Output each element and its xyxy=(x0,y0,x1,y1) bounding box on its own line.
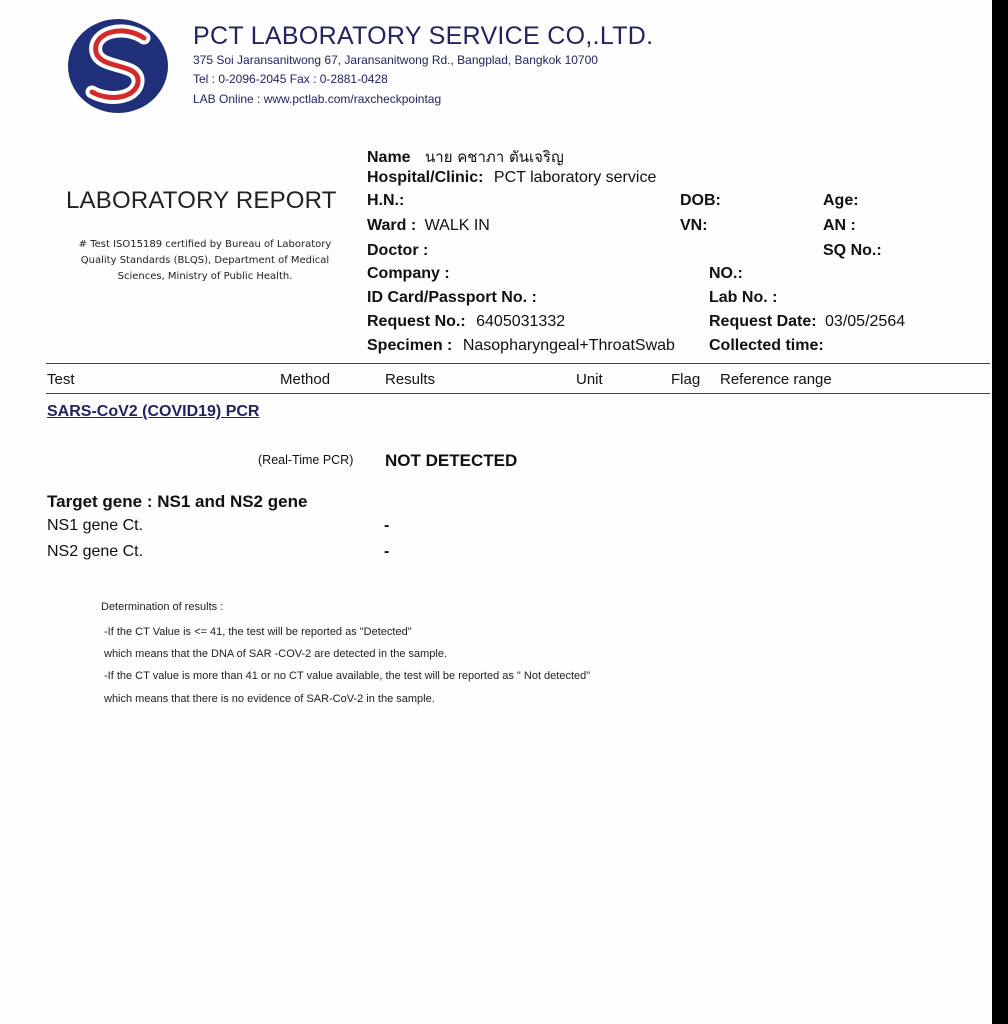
col-header-flag: Flag xyxy=(671,371,701,388)
company-label: Company : xyxy=(367,265,450,282)
dob-label: DOB: xyxy=(680,192,721,209)
report-title: LABORATORY REPORT xyxy=(66,187,337,214)
request-date-value: 03/05/2564 xyxy=(825,313,906,330)
company-tel-fax: Tel : 0-2096-2045 Fax : 0-2881-0428 xyxy=(193,72,388,86)
request-date-row xyxy=(709,313,905,331)
ward-label: Ward : xyxy=(367,217,417,234)
request-no-label: Request No.: xyxy=(367,313,466,330)
collected-time-label: Collected time: xyxy=(709,337,824,354)
specimen-value: Nasopharyngeal+ThroatSwab xyxy=(462,337,675,354)
request-no-value: 6405031332 xyxy=(476,313,566,330)
age-label: Age: xyxy=(823,192,859,209)
specimen-row xyxy=(367,337,675,355)
name-label: Name xyxy=(367,149,411,166)
company-address: 375 Soi Jaransanitwong 67, Jaransanitwong Rd., Bangplad, Bangkok 10700 xyxy=(193,53,598,67)
notes-heading: Determination of results : xyxy=(101,601,224,613)
target-gene-heading: Target gene : NS1 and NS2 gene xyxy=(47,492,308,511)
col-header-test: Test xyxy=(47,371,75,388)
patient-name-row xyxy=(367,145,564,169)
company-name: PCT LABORATORY SERVICE CO,.LTD. xyxy=(193,22,654,50)
gene-ns2-value: - xyxy=(384,543,390,560)
request-no-row xyxy=(367,313,565,331)
vn-label: VN: xyxy=(680,217,708,234)
col-header-method: Method xyxy=(280,371,331,388)
no-label: NO.: xyxy=(709,265,743,282)
col-header-results: Results xyxy=(385,371,436,388)
test-name: SARS-CoV2 (COVID19) PCR xyxy=(47,403,260,420)
notes-line: -If the CT Value is <= 41, the test will be reported as "Detected" xyxy=(104,626,412,638)
an-label: AN : xyxy=(823,217,856,234)
request-date-label: Request Date: xyxy=(709,313,817,330)
col-header-reference-range: Reference range xyxy=(720,371,832,388)
hn-label: H.N.: xyxy=(367,192,405,209)
table-top-rule xyxy=(46,363,990,364)
col-header-unit: Unit xyxy=(576,371,603,388)
id-card-label: ID Card/Passport No. : xyxy=(367,289,537,306)
notes-line: which means that there is no evidence of SAR-CoV-2 in the sample. xyxy=(104,693,435,705)
notes-line: which means that the DNA of SAR -COV-2 are detected in the sample. xyxy=(104,648,448,660)
table-header-rule xyxy=(46,393,990,394)
specimen-label: Specimen : xyxy=(367,337,453,354)
pct-logo-icon xyxy=(66,18,170,114)
test-result: NOT DETECTED xyxy=(385,451,518,470)
notes-line: -If the CT value is more than 41 or no CT value available, the test will be reported as " Not detected" xyxy=(104,670,591,682)
lab-online-link: LAB Online : www.pctlab.com/raxcheckpointag xyxy=(193,92,442,106)
gene-ns1-value: - xyxy=(384,517,390,534)
gene-ns2-name: NS2 gene Ct. xyxy=(47,543,144,560)
hospital-label: Hospital/Clinic: xyxy=(367,169,484,186)
dark-border xyxy=(992,0,1008,1024)
test-method: (Real-Time PCR) xyxy=(258,453,354,467)
hospital-value: PCT laboratory service xyxy=(493,169,657,186)
certification-note: # Test ISO15189 certified by Bureau of Laboratory Quality Standards (BLQS), Department of Medical Sciences, Ministry of Public Health. xyxy=(78,239,332,282)
sq-label: SQ No.: xyxy=(823,242,882,259)
doctor-label: Doctor : xyxy=(367,242,429,259)
hospital-row xyxy=(367,169,656,187)
lab-no-label: Lab No. : xyxy=(709,289,778,306)
ward-value: WALK IN xyxy=(424,217,490,234)
ward-row xyxy=(367,217,490,235)
name-value: นาย คชาภา ตันเจริญ xyxy=(425,148,564,166)
gene-ns1-name: NS1 gene Ct. xyxy=(47,517,144,534)
